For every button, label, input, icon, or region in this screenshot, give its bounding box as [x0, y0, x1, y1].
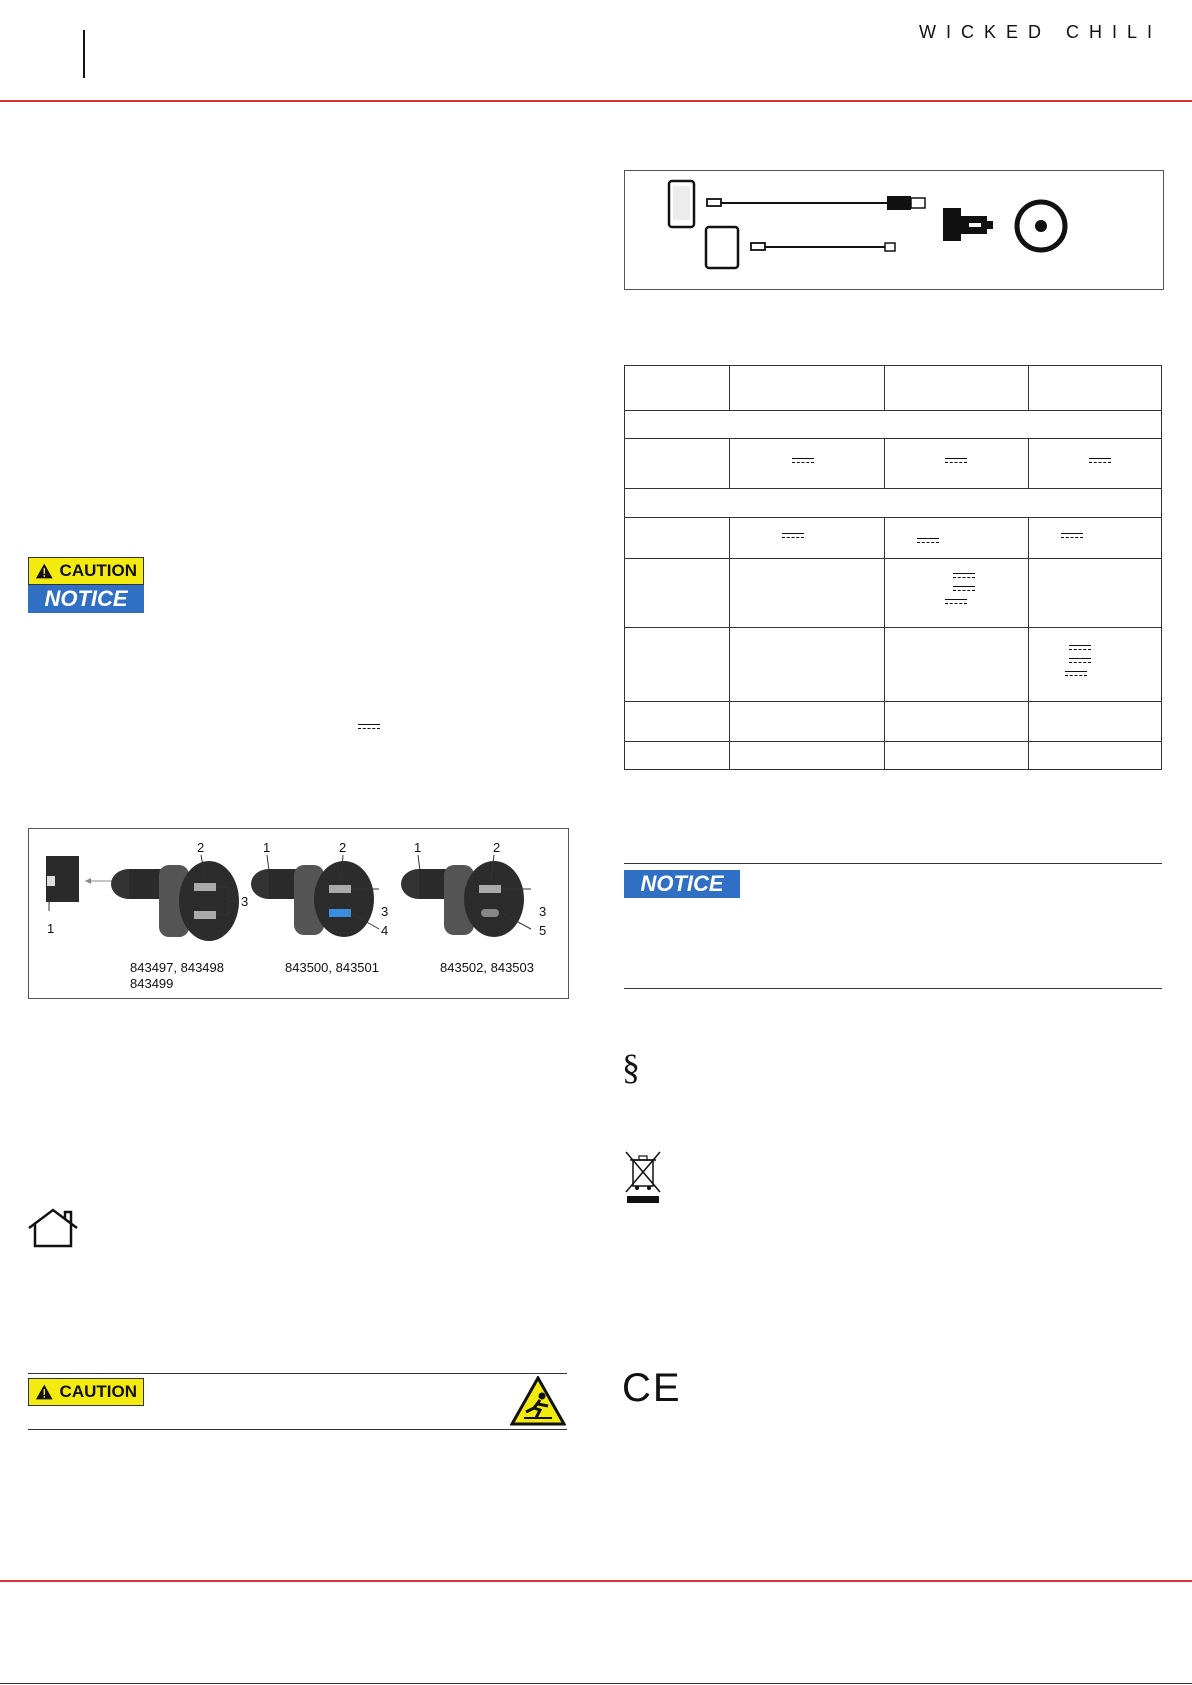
ce-mark-icon: CE: [622, 1366, 682, 1410]
dc-symbol-icon: [945, 457, 967, 465]
table-cell: [625, 518, 730, 559]
table-cell: [730, 518, 885, 559]
trip-hazard-icon: [510, 1376, 566, 1426]
dc-symbol-icon: [1069, 644, 1091, 652]
table-cell: [730, 628, 885, 702]
callout-2c: 2: [493, 840, 501, 855]
header-rule: [0, 100, 1192, 102]
model-label-1b: 843499: [130, 976, 174, 991]
model-label-1: 843497, 843498: [130, 960, 224, 975]
table-cell: [1029, 628, 1162, 702]
callout-2a: 2: [197, 840, 205, 855]
dc-symbol-icon: [917, 537, 939, 545]
table-row: [625, 411, 1162, 439]
table-row: [625, 366, 1162, 411]
model-label-3: 843502, 843503: [440, 960, 534, 975]
caution-badge: [28, 557, 144, 585]
dc-symbol-icon: [945, 598, 967, 606]
caution-top-rule: [28, 1373, 567, 1374]
caution-bottom-rule: [28, 1429, 567, 1430]
callout-1a: 1: [47, 921, 55, 936]
callout-3c: 3: [539, 904, 547, 919]
table-row: [625, 628, 1162, 702]
table-cell: [885, 366, 1029, 411]
table-cell: [885, 559, 1029, 628]
table-cell: [885, 628, 1029, 702]
model-label-2: 843500, 843501: [285, 960, 379, 975]
table-cell: [625, 742, 730, 770]
device-charging-illustration: [625, 171, 1163, 289]
brand-logo: WICKED CHILI: [918, 22, 1162, 42]
table-cell: [885, 742, 1029, 770]
table-cell: [625, 439, 730, 489]
table-cell: [730, 439, 885, 489]
callout-1b: 1: [263, 840, 271, 855]
table-cell: [730, 366, 885, 411]
table-cell: [625, 702, 730, 742]
notice-top-rule: [624, 863, 1162, 864]
notice-badge-2: [624, 870, 740, 898]
table-cell: [730, 702, 885, 742]
caution-label-2: CAUTION: [59, 1382, 137, 1401]
table-cell: [885, 702, 1029, 742]
callout-4: 4: [381, 923, 389, 938]
weee-bin-icon: [624, 1150, 662, 1204]
table-cell: [1029, 366, 1162, 411]
table-row: [625, 559, 1162, 628]
table-row: [625, 702, 1162, 742]
product-figure: [28, 828, 569, 999]
callout-1c: 1: [414, 840, 422, 855]
callout-3b: 3: [381, 904, 389, 919]
notice-label-2: NOTICE: [640, 871, 724, 896]
footer-rule: [0, 1580, 1192, 1582]
table-cell: [730, 742, 885, 770]
table-row: [625, 518, 1162, 559]
notice-bottom-rule: [624, 988, 1162, 989]
dc-symbol-icon: [1069, 657, 1091, 665]
table-row: [625, 489, 1162, 518]
table-cell: [885, 518, 1029, 559]
caution-badge-2: [28, 1378, 144, 1406]
spec-table: [624, 365, 1162, 770]
table-cell: [1029, 518, 1162, 559]
dc-symbol-icon: [953, 585, 975, 593]
table-cell: [625, 559, 730, 628]
table-cell: [1029, 439, 1162, 489]
caution-label: CAUTION: [59, 561, 137, 580]
dc-symbol-icon: [782, 532, 804, 540]
callout-5: 5: [539, 923, 547, 938]
dc-symbol-icon: [1061, 532, 1083, 540]
table-section-row: [625, 411, 1162, 439]
callout-2b: 2: [339, 840, 347, 855]
section-sign-icon: §: [622, 1047, 640, 1087]
warning-triangle-icon: [35, 1383, 54, 1401]
table-section-row: [625, 489, 1162, 518]
table-cell: [730, 559, 885, 628]
table-cell: [1029, 702, 1162, 742]
table-cell: [625, 628, 730, 702]
table-cell: [625, 366, 730, 411]
table-row: [625, 742, 1162, 770]
dc-symbol-icon: [1089, 457, 1111, 465]
warning-triangle-icon: [35, 562, 54, 580]
dc-symbol-icon: [953, 572, 975, 580]
page-bottom-rule: [0, 1683, 1192, 1684]
table-row: [625, 439, 1162, 489]
header-divider: [83, 30, 85, 78]
table-cell: [1029, 559, 1162, 628]
dc-symbol-icon: [1065, 670, 1087, 678]
notice-label: NOTICE: [44, 586, 128, 611]
dc-symbol-icon: [792, 457, 814, 465]
table-cell: [1029, 742, 1162, 770]
house-icon: [27, 1208, 79, 1248]
notice-badge: [28, 585, 144, 613]
connection-diagram: [624, 170, 1164, 290]
callout-3a: 3: [241, 894, 249, 909]
table-cell: [885, 439, 1029, 489]
dc-symbol-icon: [358, 723, 380, 731]
